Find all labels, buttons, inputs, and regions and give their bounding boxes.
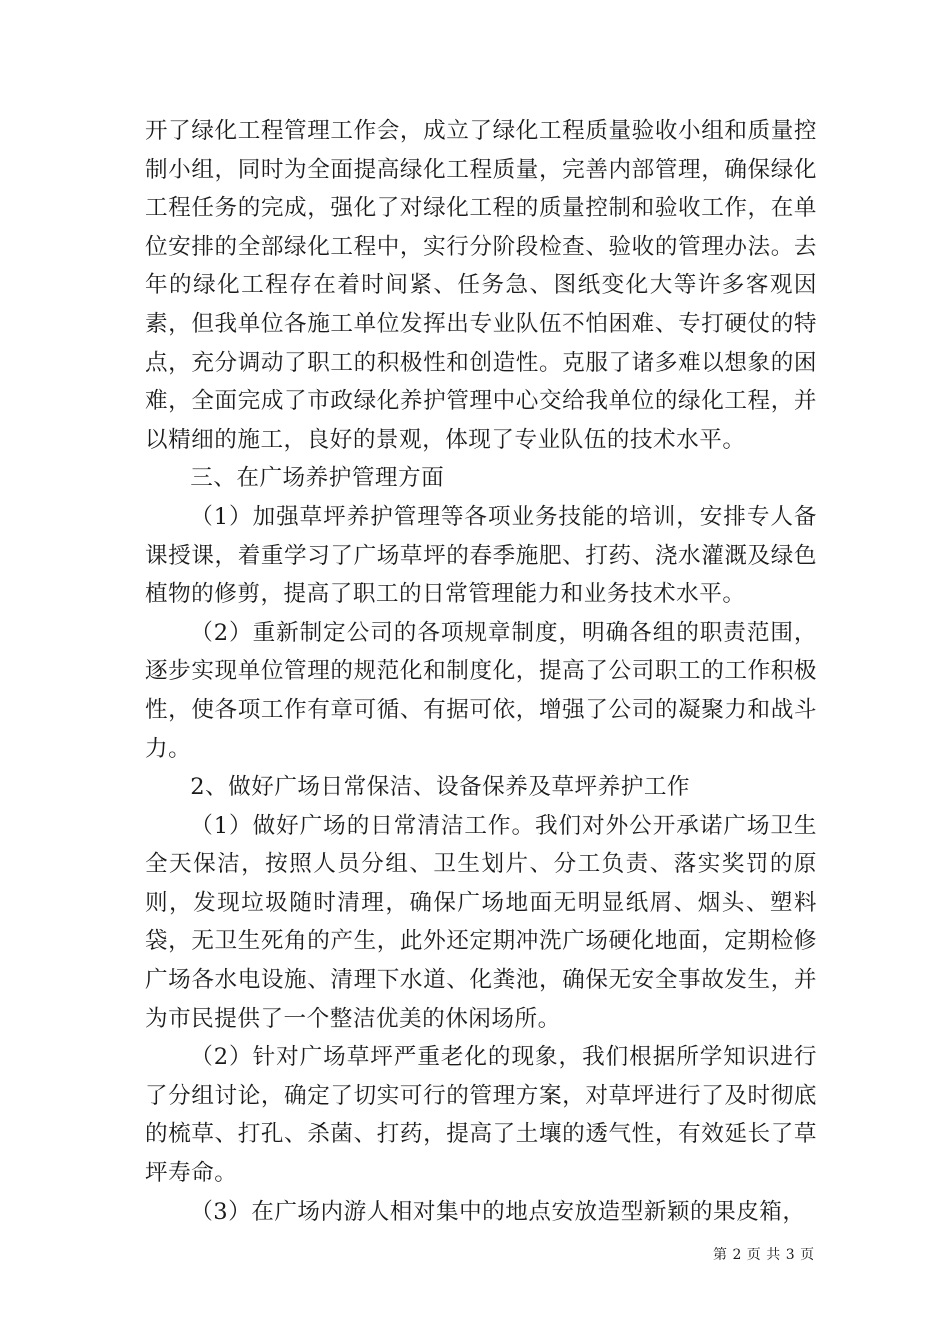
subheading-daily-cleaning: 2、做好广场日常保洁、设备保养及草坪养护工作 [190, 774, 691, 801]
paragraph-daily-cleaning: （1）做好广场的日常清洁工作。我们对外公开承诺广场卫生全天保洁，按照人员分组、卫生划片、分工负责、落实奖罚的原则，发现垃圾随时清理，确保广场地面无明显纸屑、烟头、塑料袋，无卫生死角的产生，此外还定期冲洗广场硬化地面，定期检修广场各水电设施、清理下水道、化粪池，确保无安全事故发生，并为市民提供了一个整洁优美的休闲场所。 [145, 812, 817, 1032]
paragraph-lawn-aging: （2）针对广场草坪严重老化的现象，我们根据所学知识进行了分组讨论，确定了切实可行的管理方案，对草坪进行了及时彻底的梳草、打孔、杀菌、打药，提高了土壤的透气性，有效延长了草坪寿命。 [145, 1044, 817, 1187]
document-body [145, 112, 817, 1231]
section-heading-plaza-maintenance: 三、在广场养护管理方面 [190, 465, 445, 492]
paragraph-greening-project: 开了绿化工程管理工作会，成立了绿化工程质量验收小组和质量控制小组，同时为全面提高绿化工程质量，完善内部管理，确保绿化工程任务的完成，强化了对绿化工程的质量控制和验收工作，在单位安排的全部绿化工程中，实行分阶段检查、验收的管理办法。去年的绿化工程存在着时间紧、任务急、图纸变化大等许多客观因素，但我单位各施工单位发挥出专业队伍不怕困难、专打硬仗的特点，充分调动了职工的积极性和创造性。克服了诸多难以想象的困难，全面完成了市政绿化养护管理中心交给我单位的绿化工程，并以精细的施工，良好的景观，体现了专业队伍的技术水平。 [145, 118, 817, 453]
paragraph-rules-system: （2）重新制定公司的各项规章制度，明确各组的职责范围，逐步实现单位管理的规范化和制度化，提高了公司职工的工作积极性，使各项工作有章可循、有据可依，增强了公司的凝聚力和战斗力。 [145, 619, 817, 762]
page-footer: 第 2 页 共 3 页 [713, 1247, 815, 1263]
paragraph-trash-bins: （3）在广场内游人相对集中的地点安放造型新颖的果皮箱， [190, 1198, 806, 1225]
paragraph-lawn-training: （1）加强草坪养护管理等各项业务技能的培训，安排专人备课授课，着重学习了广场草坪的春季施肥、打药、浇水灌溉及绿色植物的修剪，提高了职工的日常管理能力和业务技术水平。 [145, 503, 817, 608]
